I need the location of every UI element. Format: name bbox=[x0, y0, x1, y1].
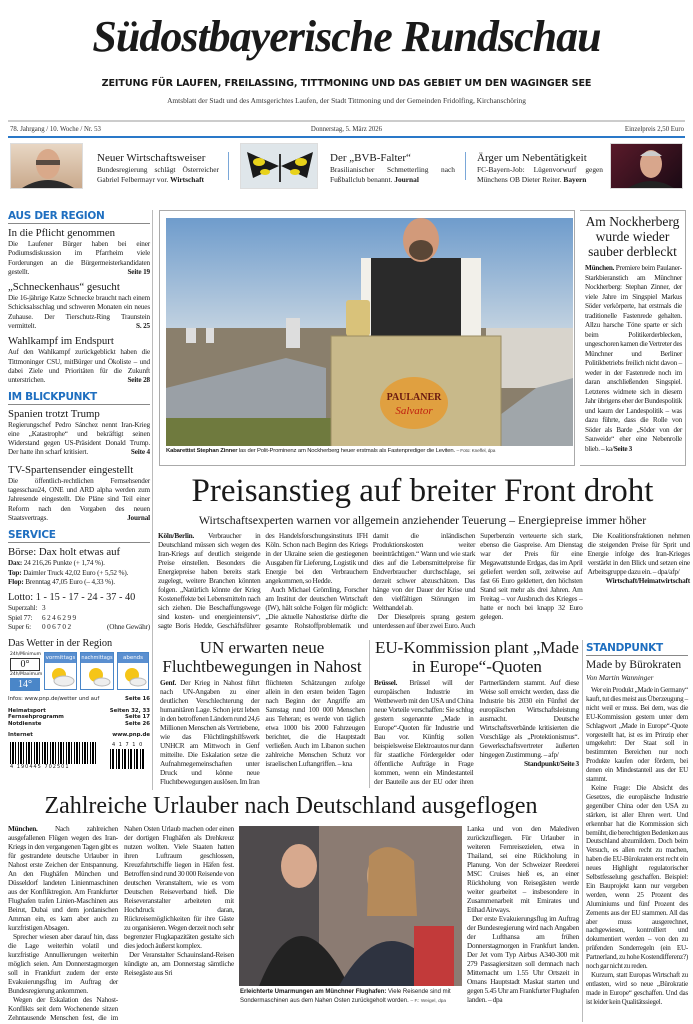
teaser-ref: Bayern bbox=[563, 175, 587, 184]
item-text: Die 16-jährige Katze Schnecke braucht nach einem Schicksalsschlag und schweren Monaten ein neues Zuhause. Der Tierschutz-Ring Traunstein vermittelt. bbox=[8, 294, 150, 331]
item-title: TV-Spartensender eingestellt bbox=[8, 463, 134, 476]
weather-info-text: Infos: www.pnp.de/wetter und auf bbox=[8, 695, 100, 702]
airport-hug-photo bbox=[239, 826, 462, 986]
stock-values bbox=[8, 559, 150, 587]
dateline: Genf. bbox=[160, 678, 177, 687]
super6: 0 0 6 7 0 2 bbox=[42, 623, 71, 632]
max-temp: 14° bbox=[10, 678, 40, 691]
sun-cloud-icon bbox=[82, 663, 112, 689]
teaser-text: Bundesregierung schlägt Österreicher Gabriel Felbermayr vor. bbox=[97, 165, 219, 184]
item-text: Die öffentlich-rechtlichen Fernsehsender tagesschau24, ONE und ARD alpha werden zum Jahresende eingestellt. Die Pläne sind Teil einer Reform nach den Vorgaben des neuen Staatsvertrags. bbox=[8, 476, 150, 522]
internet-line[interactable] bbox=[8, 732, 150, 738]
newspaper-subtitle: ZEITUNG FÜR LAUFEN, FREILASSING, TITTMONING UND DAS GEBIET UM DEN WAGINGER SEE bbox=[101, 78, 592, 89]
flop-value: Brenntag 47,05 Euro (– 4,33 %). bbox=[25, 577, 115, 586]
paragraph: Nach zahlreichen ausgefallenen Flügen wegen des Iran-Kriegs in den vergangenen Tagen gibt es für gestrandete deutsche Urlauber in Nahost erste Zeichen der Entspannung. An den Flughäfen München und Düsseldorf landeten Linienmaschinen aus der Konfliktregion. Am Frankfurter Flughafen trafen Linien-Maschinen aus Beirut, Dubai und dem jordanischen Amman ein, es kam aber auch zu kurzfristigen Absagen. bbox=[8, 824, 118, 932]
commentary-body bbox=[586, 686, 688, 1007]
paragraph: Kurzum, statt Europas Wirtschaft zu entlasten, wird so neue „Bürokratie made in Europe“ geschaffen. Und das ist leider kein Qualitätssiegel. bbox=[586, 971, 688, 1006]
teaser-title: Der „BVB-Falter“ bbox=[330, 152, 411, 164]
paragraph: Der Veranstalter Schauinsland-Reisen kündigte an, am Donnerstag sämtliche Reisegäste aus Sri bbox=[124, 950, 234, 977]
travel-body-continued bbox=[467, 824, 579, 1004]
issue-number: 78. Jahrgang / 10. Woche / Nr. 53 bbox=[10, 126, 101, 133]
travel-headline[interactable]: Zahlreiche Urlauber nach Deutschland ausgeflogen bbox=[44, 793, 538, 819]
paragraph: Verbraucher in Deutschland müssen sich wegen des Iran-Kriegs auf deutlich steigende Preise einstellen. Besonders die Energiepreise haben bereits stark zugelegt, weitere Branchen könnten folgen. „Natürlich könnte der Krieg Kosteneffekte bei Lebensmitteln nach sich ziehen. Die Beschaffungswege sind kosten- und energieintensiv“, sagte Boris Hedde, Geschäftsführer des Handelsforschungsinstituts IFH Köln. Schon nach Beginn des Kriegs in der Ukraine seien die gestiegenen Ausgaben für Lieferung, Logistik und Energie bei den Verbrauchern angekommen, so Hedde. bbox=[158, 531, 368, 630]
divider bbox=[8, 120, 685, 122]
superzahl: 3 bbox=[42, 604, 46, 613]
teaser-ref: Journal bbox=[394, 175, 419, 184]
label: Internet bbox=[8, 732, 33, 739]
paragraph: Der erste Evakuierungsflug im Auftrag der Bundesregierung wird nach Angaben der Lufthansa am frühen Donnerstagmorgen in Frankfurt landen. Der Jet vom Typ Airbus A340-300 mit 279 Passagiersitzen soll demnach nach Mitternacht um 1.55 Uhr Ortszeit in Omans Hauptstadt Maskat starten und gegen 5.45 Uhr am Frankfurter Flughafen landen. – dpa bbox=[467, 914, 579, 1004]
barcode bbox=[8, 742, 150, 772]
barcode-addon-number: 4 1 7 1 0 bbox=[112, 742, 144, 749]
photo-caption bbox=[166, 448, 573, 455]
max-label: 24h/Maximum bbox=[10, 671, 43, 677]
teaser-economist[interactable] bbox=[97, 152, 219, 185]
photo-credit: – F.: Weigel, dpa bbox=[410, 998, 447, 1004]
region-item[interactable] bbox=[8, 281, 150, 331]
item-ref: S. 25 bbox=[135, 322, 150, 331]
portrait-image bbox=[611, 144, 683, 189]
label: Heimatsport bbox=[8, 707, 46, 714]
item-ref: Journal bbox=[127, 513, 150, 522]
website-link[interactable]: www.pnp.de bbox=[112, 732, 150, 739]
section-header: IM BLICKPUNKT bbox=[8, 391, 150, 405]
accent-divider bbox=[8, 136, 685, 138]
paragraph: Wer ein Produkt „Made in Germany“ kauft, tut dies meist aus Überzeugung – nicht weil er muss. Bei dem, was die EU-Kommission gestern unter dem Schlagwort „Made in Europe“-Quote vorgestellt hat, ist es im Prinzip eher umgekehrt: Der Staat soll in bestimmten Bereichen nur noch Produkte kaufen oder fördern, bei denen ein Mindestanteil aus der EU stammt. bbox=[586, 686, 688, 784]
item-text: Die Laufener Bürger haben bei einer Podiumsdiskussion im Pfarrheim viele Forderungen an die Bürgermeisterkandidaten gestellt. bbox=[8, 240, 150, 276]
paragraph: Die Koalitionsfraktionen nehmen die steigenden Preise für Sprit und Energie infolge des Iran-Krieges verstärkt in den Blick und setzen eine Arbeitsgruppe dazu ein. – dpa/afp/ bbox=[587, 531, 690, 576]
label: Spiel 77: bbox=[8, 613, 33, 622]
un-headline[interactable]: UN erwarten neue Fluchtbewegungen in Nahost bbox=[162, 638, 362, 676]
min-temp: 0° bbox=[10, 658, 40, 671]
label: Flop: bbox=[8, 577, 24, 586]
paragraph: Wegen der Eskalation des Nahost-Konflikts seit dem Wochenende sitzen Zehntausende Menschen fest, die im Nahen Osten Urlaub machen oder einen der dortigen Flughäfen als Drehkreuz nutzen wollten. Viele Staaten hatten ihren Luftraum geschlossen, Kreuzfahrtschiffe liegen in Häfen fest. Betroffen sind rund 30 000 Reisende von deutschen Veranstaltern, wie es vom Deutschen Reiseverband hieß. Die Reiseveranstalter arbeiteten mit Hochdruck daran, Rückreisemöglichkeiten für ihre Gäste zu organisieren. Wegen derzeit noch sehr begrenzter Flugkapazitäten gestalte sich dies jedoch äußerst komplex. bbox=[8, 824, 234, 1022]
teaser-text: FC-Bayern-Job: Lügenvorwurf gegen Münchens OB Dieter Reiter. bbox=[477, 165, 603, 184]
item-ref: Seite 4 bbox=[130, 448, 150, 457]
lead-headline[interactable]: Preisanstieg auf breiter Front droht bbox=[191, 473, 654, 509]
page-index bbox=[8, 708, 150, 728]
official-gazette-line: Amtsblatt der Stadt und des Amtsgerichtes Laufen, der Stadt Tittmoning und der Gemeinden Fridolfing, Kirchanschöring bbox=[167, 96, 526, 105]
ref: Seiten 32, 33 bbox=[109, 707, 150, 714]
divider bbox=[228, 152, 229, 180]
teaser-text: Brasilianischer Schmetterling nach Fußballclub benannt. bbox=[330, 165, 455, 184]
min-label: 24h/Minimum bbox=[10, 651, 41, 657]
weather-widget bbox=[8, 652, 150, 692]
paragraph: Lanka und von den Malediven zurückzufliegen. Für Urlauber in weiteren Fernreisezielen, etwa in Thailand, sei eine Rückholung in Planung. Von der Schweizer Reederei MSC Cruises hieß es, an einer Rückholung von Reisegästen werde weiter gearbeitet – insbesondere in Zusammenarbeit mit Emirates und Etihad Airways. bbox=[467, 824, 579, 914]
paragraph: Auch Michael Grömling, Forscher am Institut der deutschen Wirtschaft (IW), hält solche Folgen für möglich: „Die aktuelle Nahostkrise dürfte die gesamte Rohstoffproblematik und damit die inländischen Produktionskosten weiter beeinträchtigen.“ Wann und wie stark dies auf die Lebensmittelpreise für Endverbraucher durchschlage, sei derzeit schwer abzuschätzen. Das hänge von der Dauer der Krise und den vielfältigen Störungen im Welthandel ab. bbox=[265, 531, 476, 630]
nockherberg-article[interactable] bbox=[580, 210, 686, 466]
lead-body bbox=[158, 531, 690, 635]
teaser-title: Neuer Wirtschaftsweiser bbox=[97, 152, 206, 164]
lotto-values bbox=[8, 604, 150, 633]
item-title: „Schneckenhaus“ gesucht bbox=[8, 281, 120, 294]
blickpunkt-item[interactable] bbox=[8, 408, 150, 458]
article-text: Brüssel will der europäischen Industrie im Wettbewerb mit den USA und China neue Vorteile verschaffen: Sie schlug gestern sogenannte „Made in Europe“-Quoten für Industrie und Bau vor. Künftig sollen beispielsweise Elektroautos nur dann für staatliche Fördergelder oder öffentliche Aufträge in Frage kommen, wenn ein Mindestanteil der Bauteile aus der EU oder ihren Partnerländern stammt. Auf diese Weise soll erreicht werden, dass die Industrie bis 2030 ein Fünftel der europäischen Wirtschaftsleistung ausmacht. Deutsche Wirtschaftsverbände kritisierten die Vorschläge als „Protektionismus“. Gewerkschaftsvertreter äußerten hingegen Zustimmung. – afp/ bbox=[374, 678, 579, 786]
left-column bbox=[8, 210, 150, 772]
paragraph: Der Dieselpreis sprang gestern unterdessen auf über zwei Euro. Auch Superbenzin verteuerte sich stark, ebenso die Gaspreise. Am Dienstag war der Preis für eine Megawattstunde Erdgas, das im April geliefert werden soll, zeitweise auf fast 66 Euro geklettert, den höchsten Stand seit mehr als drei Jahren. Am Freitag – vor Ausbruch des Krieges – hatte er noch bei knapp 32 Euro gelegen. bbox=[372, 531, 583, 630]
region-item[interactable] bbox=[8, 227, 150, 277]
item-ref: Seite 28 bbox=[127, 376, 150, 385]
paragraph: Keine Frage: Die Absicht des Gesetzes, die europäische Industrie gegenüber China oder den USA zu stärken, ist aller Ehren wert. Und erkennbar hat die Kommission sich bemüht, die berechtigten Bedenken aus Deutschland abzumildern. Doch beim Versuch, es allen recht zu machen, haben die EU-Bürokraten erst recht ein neues Highlight regulatorischer Selbstfesselung geschaffen. Beispiel: Ein Bauprojekt kann nur vergeben werden, wenn 25 Prozent des Aluminiums und fünf Prozent des Zements aus der EU stammen. All das aber muss ausgerechnet, nachgewiesen, kontrolliert und dokumentiert werden – von den zu prüfenden Sonderregeln (ein EU-Partnerland, zu hohe Kostendifferenz?) noch gar nicht zu reden. bbox=[586, 783, 688, 971]
article-headline: Am Nockherberg wurde wieder sauber derbleckt bbox=[585, 214, 680, 259]
standpunkt-commentary[interactable] bbox=[586, 642, 688, 1007]
teaser-image-mayor[interactable] bbox=[610, 143, 683, 189]
weather-afternoon bbox=[80, 652, 114, 690]
weather-evening bbox=[117, 652, 149, 690]
section-header: AUS DER REGION bbox=[8, 210, 150, 224]
newspaper-title: Südostbayerische Rundschau bbox=[92, 12, 601, 61]
cabaret-photo bbox=[166, 218, 573, 446]
teaser-title: Ärger um Nebentätigkeit bbox=[477, 152, 587, 164]
top-value: Daimler Truck 42,02 Euro (+ 5,52 %). bbox=[23, 568, 129, 577]
article-text: Premiere beim Paulaner-Starkbieranstich am Münchner Nockherberg: Stephan Zinner, der viele Jahre im Singspiel Markus Söder verkörperte, hat erstmals die traditionelle Fastenrede gehalten. Allzu harsche Töne sparte er sich beim Politikerderblecken, ungeschoren kamen die Vertreter des Münchner und Berliner Politikbetriebs freilich nicht davon – weder in der Fastenrede noch im daran anschließenden Singspiel. Letzteres widmete sich in diesem Jahr übrigens eher der Bundespolitik und kaum der Landespolitik – was dazu führte, dass die Rolle von Söder als Barde „Söder von der Sauweide“ eher eine Nebenrolle blieb. bbox=[585, 264, 682, 453]
commentary-title: Made by Bürokraten bbox=[586, 659, 682, 671]
lead-photo[interactable] bbox=[166, 218, 573, 446]
un-body bbox=[160, 678, 365, 788]
section-header: STANDPUNKT bbox=[586, 642, 688, 656]
teaser-image-economist[interactable] bbox=[10, 143, 83, 189]
weather-morning bbox=[44, 652, 77, 690]
item-ref: Seite 19 bbox=[127, 267, 150, 276]
svg-text:PAULANER: PAULANER bbox=[386, 392, 442, 403]
item-text: Regierungschef Pedro Sánchez nennt Iran-Krieg eine „Katastrophe“ und bekräftigt seinen Widerstand gegen US-Präsident Donald Trump. Der hatte ihn scharf kritisiert. bbox=[8, 420, 150, 457]
travel-body bbox=[8, 824, 234, 1022]
teaser-butterfly[interactable] bbox=[330, 152, 455, 185]
period-label: nachmittags bbox=[81, 654, 113, 661]
lead-subhead: Wirtschaftsexperten warnen vor allgemein anziehender Teuerung – Energiepreise immer höher bbox=[198, 513, 647, 527]
barcode-bars bbox=[10, 742, 98, 764]
butterfly-image bbox=[241, 144, 318, 189]
teaser-mayor[interactable] bbox=[477, 152, 603, 185]
dax-value: 24 216,26 Punkte (+ 1,74 %). bbox=[23, 559, 105, 568]
ref: Seite 17 bbox=[125, 714, 150, 721]
region-item[interactable] bbox=[8, 335, 150, 385]
divider bbox=[152, 210, 153, 790]
eu-headline[interactable]: EU-Kommission plant „Made in Europe“-Quoten bbox=[375, 638, 579, 676]
article-body bbox=[580, 264, 685, 454]
dateline: München. bbox=[8, 824, 38, 833]
article-text: Der Krieg in Nahost führt nach UN-Angaben zu einer deutlichen Verschlechterung der humanitären Lage. Schon jetzt leben in den betroffenen Ländern rund 24,6 Millionen Menschen als Vertriebene, wie das Flüchtlingshilfswerk UNHCR am Mittwoch in Genf mitteilte. Die Eskalation setze die Aufnahmegemeinschaften unter Druck und könne neue Fluchtbewegungen auslösen. Im Iran flüchteten Schätzungen zufolge allein in den ersten beiden Tagen nach Beginn der Angriffe am Samstag rund 100 000 Menschen aus Teheran; es werde von täglich etwa 1000 bis 2000 Fahrzeugen berichtet, die die Hauptstadt verließen. Auch im Libanon suchen zahlreiche Menschen Schutz vor israelischen Luftangriffen. – kna bbox=[160, 678, 365, 786]
page-ref[interactable]: Seite 3 bbox=[613, 444, 632, 453]
item-title: In die Pflicht genommen bbox=[8, 227, 116, 239]
period-label: abends bbox=[118, 653, 148, 663]
price: Einzelpreis 2,50 Euro bbox=[624, 126, 684, 133]
photo-credit: – Foto: Kneffel, dpa bbox=[456, 449, 496, 454]
label: Fernsehprogramm bbox=[8, 714, 64, 721]
barcode-addon-bars bbox=[110, 749, 146, 769]
section-header: SERVICE bbox=[8, 529, 150, 543]
blickpunkt-item[interactable] bbox=[8, 464, 150, 523]
travel-photo-caption bbox=[240, 988, 463, 1006]
caption-bold: Erleichterte Umarmungen am Münchner Flughafen: bbox=[240, 989, 387, 995]
index-item[interactable] bbox=[8, 721, 150, 728]
teaser-ref: Wirtschaft bbox=[170, 175, 205, 184]
eu-body bbox=[374, 678, 579, 788]
page-ref[interactable]: Standpunkt/Seite 3 bbox=[523, 759, 579, 768]
item-title: Spanien trotzt Trump bbox=[8, 407, 100, 420]
commentary-author: Von Martin Wanninger bbox=[586, 673, 654, 682]
label: Notdienste bbox=[8, 720, 42, 727]
sun-cloud-icon bbox=[118, 663, 148, 689]
page-ref[interactable]: Wirtschaft/Heimatwirtschaft bbox=[605, 576, 690, 585]
spiel77: 6 2 4 6 2 9 9 bbox=[42, 613, 76, 622]
portrait-image bbox=[11, 144, 83, 189]
weather-title: Das Wetter in der Region bbox=[8, 637, 113, 649]
caption-bold: Kabarettist Stephan Zinner bbox=[166, 448, 238, 454]
label: Dax: bbox=[8, 559, 23, 568]
svg-text:Salvator: Salvator bbox=[395, 405, 433, 417]
stock-title: Börse: Dax holt etwas auf bbox=[8, 546, 121, 559]
label: Super 6: bbox=[8, 623, 31, 632]
divider bbox=[465, 152, 466, 180]
dateline: München. bbox=[585, 264, 615, 272]
issue-date: Donnerstag, 5. März 2026 bbox=[310, 126, 383, 133]
dateline: Köln/Berlin. bbox=[158, 531, 195, 540]
ref: Seite 26 bbox=[125, 720, 150, 727]
disclaimer: (Ohne Gewähr) bbox=[107, 623, 150, 632]
period-label: vormittags bbox=[45, 654, 76, 661]
lotto-title: Lotto: 1 - 15 - 17 - 24 - 37 - 40 bbox=[8, 592, 136, 604]
barcode-number: 4 190445 702501 bbox=[10, 764, 70, 771]
service-section bbox=[8, 529, 150, 772]
label: Top: bbox=[8, 568, 22, 577]
label: Superzahl: bbox=[8, 604, 38, 613]
weather-ref: Seite 16 bbox=[125, 695, 150, 702]
divider bbox=[582, 640, 583, 1022]
paragraph: Sprecher wiesen aber darauf hin, dass die Lage weiterhin volatil und kurzfristige Annullierungen weiterhin möglich seien. Am Donnerstagmorgen soll in Frankfurt zudem der erste Evakuierungsflug im Auftrag der Bundesregierung ankommen. bbox=[8, 932, 118, 995]
item-title: Wahlkampf im Endspurt bbox=[8, 335, 114, 348]
sun-cloud-icon bbox=[46, 663, 76, 689]
divider bbox=[369, 640, 370, 788]
teaser-image-butterfly[interactable] bbox=[240, 143, 318, 189]
caption-text: las der Polit-Prominenz am Nockherberg heuer erstmals als Fastenprediger die Leviten. bbox=[238, 448, 456, 454]
author-sig: – ka/ bbox=[601, 444, 614, 453]
dateline: Brüssel. bbox=[374, 678, 398, 687]
weather-info bbox=[8, 696, 150, 702]
caption-text: Viele Reisende sind mit Sondermaschinen aus dem Nahen Osten zurückgeholt worden. bbox=[240, 989, 451, 1004]
travel-photo[interactable] bbox=[239, 826, 462, 986]
item-text: Auf den Wahlkampf zurückgeblickt haben die Tittmoninger CSU, mitBürger und Ökoliste – und dabei Ziele und Prioritäten für die Zukunft unterstrichen. bbox=[8, 348, 150, 385]
